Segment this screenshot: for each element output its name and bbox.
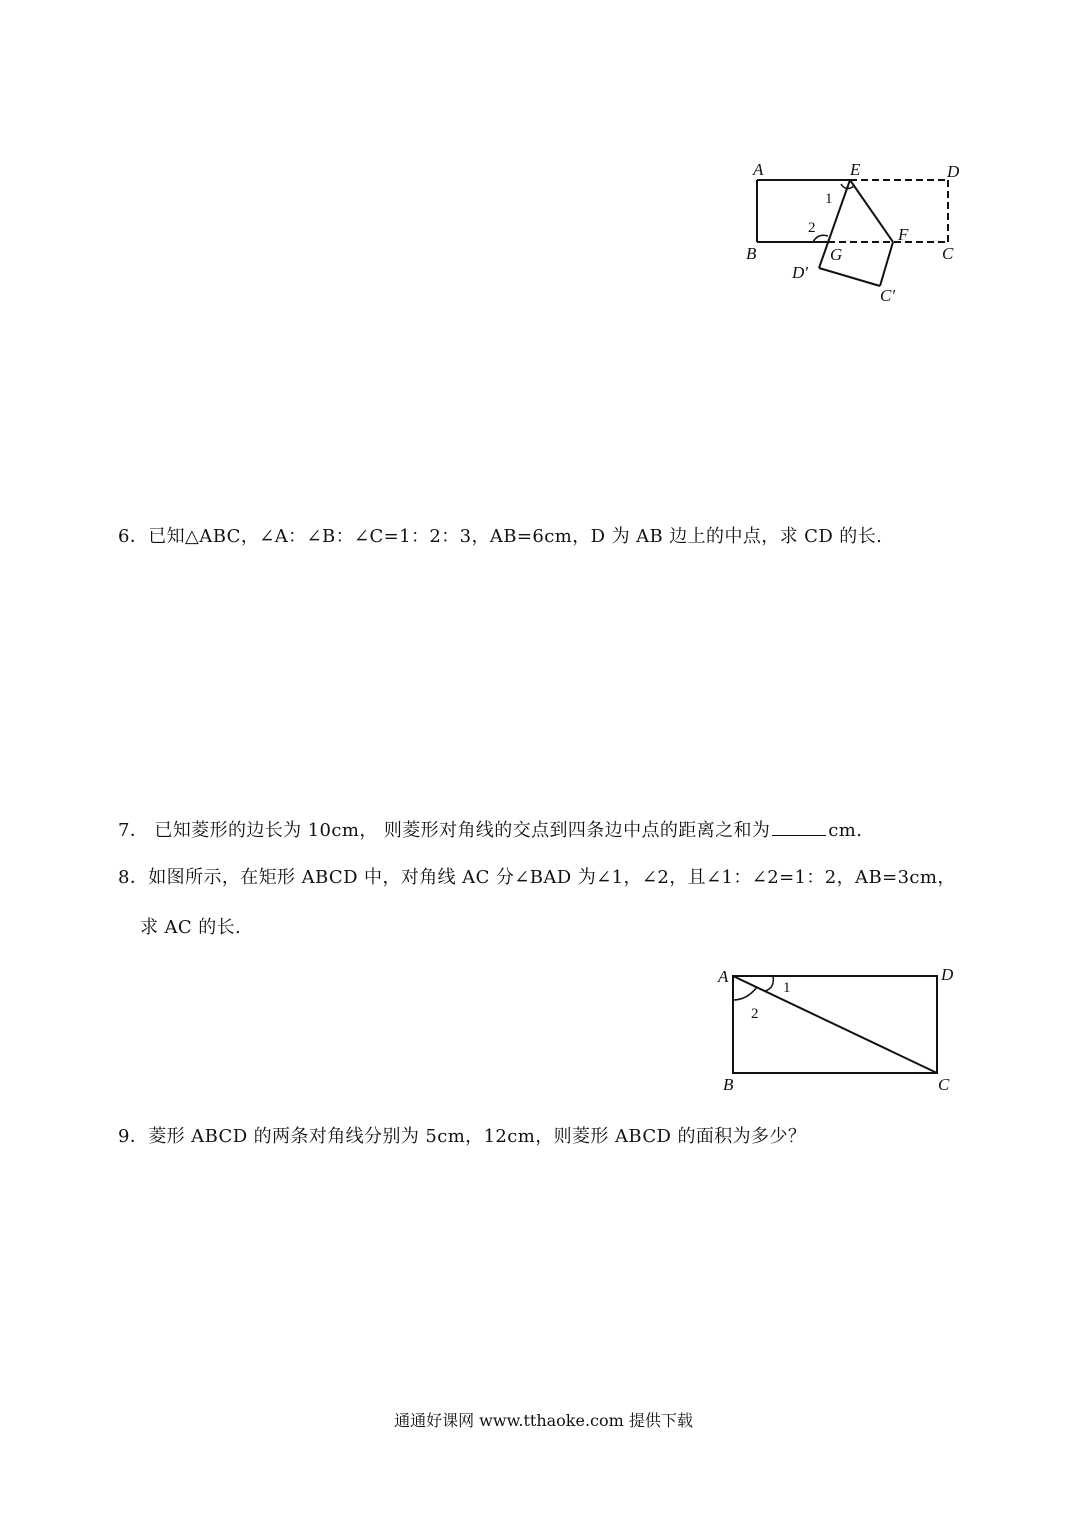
label-angle-2: 2 bbox=[808, 220, 816, 236]
label-C: C bbox=[942, 244, 954, 263]
label-angle-2: 2 bbox=[751, 1006, 759, 1022]
label-A: A bbox=[753, 160, 764, 179]
question-7-unit: cm. bbox=[828, 820, 863, 841]
question-8-line-2: 求 AC 的长. bbox=[140, 917, 242, 938]
question-8-line-1: 8．如图所示，在矩形 ABCD 中，对角线 AC 分∠BAD 为∠1，∠2，且∠1：∠2=1：2，AB=3cm， bbox=[118, 867, 956, 888]
question-7 bbox=[118, 816, 862, 842]
label-D-prime: D′ bbox=[792, 263, 808, 282]
footer: 通通好课网 www.tthaoke.com 提供下载 bbox=[394, 1411, 693, 1430]
label-angle-1: 1 bbox=[825, 191, 833, 207]
angle-1-arc bbox=[765, 976, 773, 991]
folded-rectangle-figure bbox=[740, 158, 970, 308]
label-C: C bbox=[938, 1075, 950, 1094]
edge-C-prime-F bbox=[880, 242, 893, 286]
label-E: E bbox=[850, 160, 861, 179]
label-F: F bbox=[898, 225, 909, 244]
label-G: G bbox=[830, 245, 843, 264]
answer-blank bbox=[772, 834, 826, 836]
label-C-prime: C′ bbox=[880, 286, 896, 305]
question-7-text: 7． 已知菱形的边长为 10cm， 则菱形对角线的交点到四条边中点的距离之和为 bbox=[118, 820, 771, 841]
angle-2-arc bbox=[813, 235, 828, 242]
question-6: 6．已知△ABC，∠A：∠B：∠C=1：2：3，AB=6cm，D 为 AB 边上的中点，求 CD 的长. bbox=[118, 526, 883, 547]
label-angle-1: 1 bbox=[783, 980, 791, 996]
label-A: A bbox=[718, 967, 729, 986]
question-9: 9．菱形 ABCD 的两条对角线分别为 5cm，12cm，则菱形 ABCD 的面积为多少？ bbox=[118, 1126, 807, 1147]
fold-line-EF bbox=[850, 180, 893, 242]
label-B: B bbox=[723, 1075, 734, 1094]
diagonal-AC bbox=[733, 976, 937, 1073]
label-D: D bbox=[941, 965, 954, 984]
label-D: D bbox=[947, 162, 960, 181]
rectangle-diagonal-figure bbox=[715, 962, 965, 1097]
edge-D-prime-C-prime bbox=[819, 268, 880, 286]
angle-2-arc bbox=[733, 987, 757, 1000]
label-B: B bbox=[746, 244, 757, 263]
